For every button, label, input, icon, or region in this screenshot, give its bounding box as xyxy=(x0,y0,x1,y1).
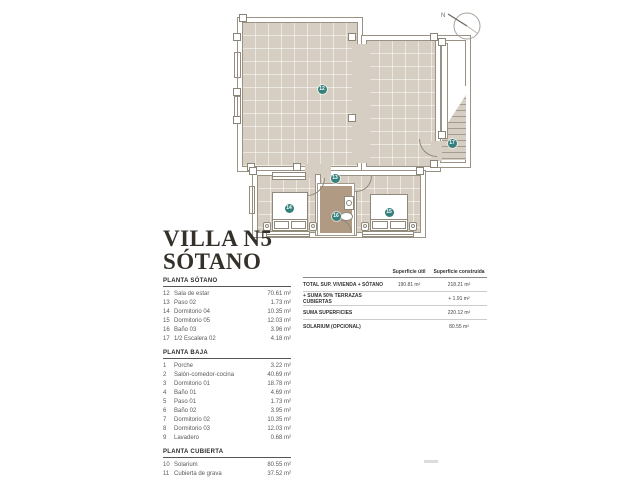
room-area: 12.03 m² xyxy=(267,317,291,324)
room-area: 4.18 m² xyxy=(270,335,291,342)
wall-pillar xyxy=(249,167,257,175)
room-name: Baño 03 xyxy=(174,326,197,333)
summary-built: + 1.91 m² xyxy=(448,295,470,302)
room-name: Dormitorio 03 xyxy=(174,425,211,432)
summary-row xyxy=(303,278,487,292)
area-row xyxy=(163,424,291,433)
wall-pillar xyxy=(430,160,438,168)
summary-label: SOLARIUM (OPCIONAL) xyxy=(303,323,361,330)
room-number: 2 xyxy=(163,371,167,378)
summary-header-row xyxy=(303,266,487,278)
room-marker: 15 xyxy=(386,208,392,215)
room-area: 80.55 m² xyxy=(267,461,291,468)
room-area: 40.69 m² xyxy=(267,371,291,378)
room-number: 11 xyxy=(163,470,170,477)
room-marker: 12 xyxy=(319,85,325,92)
room-area: 12.03 m² xyxy=(267,425,291,432)
room-area: 3.22 m² xyxy=(270,362,291,369)
area-row xyxy=(163,379,291,388)
room-name: 1/2 Escalera 02 xyxy=(174,335,216,342)
room-number: 14 xyxy=(163,308,170,315)
window-bedroom04-side xyxy=(249,186,255,214)
bed-line xyxy=(272,219,308,220)
room-number: 15 xyxy=(163,317,170,324)
room-name: Sala de estar xyxy=(174,290,210,297)
compass-icon xyxy=(436,5,486,45)
bed-line xyxy=(370,219,408,220)
wall-pillar xyxy=(233,88,241,96)
pillow xyxy=(372,221,388,229)
room-area: 3.95 m² xyxy=(270,407,291,414)
room-area: 10.35 m² xyxy=(267,308,291,315)
room-name: Cubierta de grava xyxy=(174,470,222,477)
compass-needle-south xyxy=(467,26,477,33)
room-number: 16 xyxy=(163,326,170,333)
area-row xyxy=(163,298,291,307)
area-row xyxy=(163,325,291,334)
summary-label: + SUMA 50% TERRAZAS CUBIERTAS xyxy=(303,292,362,305)
wall-pillar xyxy=(416,167,424,175)
section-header: PLANTA SÓTANO xyxy=(163,276,291,287)
plan-section xyxy=(163,276,291,343)
summary-col-built: Superficie construida xyxy=(433,269,485,275)
section-header: PLANTA CUBIERTA xyxy=(163,447,291,458)
summary-built: 218.21 m² xyxy=(447,281,471,288)
area-row xyxy=(163,415,291,424)
window-bedroom05-bottom xyxy=(362,231,414,237)
area-row xyxy=(163,316,291,325)
room-number: 17 xyxy=(163,335,170,342)
room-number: 8 xyxy=(163,425,167,432)
room-name: Dormitorio 02 xyxy=(174,416,211,423)
room-number: 12 xyxy=(163,290,170,297)
plan-section xyxy=(163,348,291,442)
area-row xyxy=(163,469,291,478)
area-row xyxy=(163,388,291,397)
room-number: 13 xyxy=(163,299,170,306)
toilet xyxy=(340,212,353,221)
wardrobe xyxy=(272,172,306,180)
stair-inner-wall xyxy=(442,44,447,138)
wall-pillar xyxy=(239,14,247,22)
room-name: Dormitorio 05 xyxy=(174,317,211,324)
room-name: Paso 01 xyxy=(174,398,197,405)
summary-row xyxy=(303,292,487,306)
room-number: 5 xyxy=(163,398,167,405)
area-tables xyxy=(163,276,291,483)
wall-pillar xyxy=(233,116,241,124)
pillow xyxy=(274,221,289,229)
wall-pillar xyxy=(348,114,356,122)
nightstand-lamp xyxy=(411,224,415,228)
room-marker: 17 xyxy=(449,139,455,146)
area-row xyxy=(163,406,291,415)
room-name: Lavadero xyxy=(174,434,200,441)
room-name: Salón-comedor-cocina xyxy=(174,371,235,378)
room-name: Baño 02 xyxy=(174,407,197,414)
room-area: 3.96 m² xyxy=(270,326,291,333)
summary-built: 220.12 m² xyxy=(447,309,471,316)
area-row xyxy=(163,289,291,298)
nightstand-lamp xyxy=(311,224,315,228)
room-area: 4.69 m² xyxy=(270,389,291,396)
room-name: Dormitorio 04 xyxy=(174,308,211,315)
title-line-2: SÓTANO xyxy=(163,249,262,274)
room-name: Porche xyxy=(174,362,194,369)
area-row xyxy=(163,370,291,379)
summary-label: TOTAL SUP. VIVIENDA + SÓTANO xyxy=(303,281,384,288)
room-name: Paso 02 xyxy=(174,299,197,306)
room-marker: 14 xyxy=(286,204,292,211)
area-row xyxy=(163,361,291,370)
room-area: 37.52 m² xyxy=(267,470,291,477)
room-number: 7 xyxy=(163,416,167,423)
room-number: 6 xyxy=(163,407,167,414)
section-header: PLANTA BAJA xyxy=(163,348,291,359)
compass-n-label: N xyxy=(441,13,446,19)
room-name: Baño 01 xyxy=(174,389,197,396)
area-row xyxy=(163,460,291,469)
page-title xyxy=(163,227,272,273)
room-area: 10.35 m² xyxy=(267,416,291,423)
plan-section xyxy=(163,447,291,478)
room-number: 4 xyxy=(163,389,167,396)
room-area: 70.61 m² xyxy=(267,290,291,297)
summary-built: 80.55 m² xyxy=(449,323,469,330)
room-number: 10 xyxy=(163,461,170,468)
room-number: 3 xyxy=(163,380,167,387)
room-marker: 13 xyxy=(332,174,338,181)
room-name: Solarium xyxy=(174,461,198,468)
wall-pillar xyxy=(438,131,446,139)
title-line-1: VILLA N5 xyxy=(163,226,273,251)
window-bedroom04-bottom xyxy=(266,231,310,237)
summary-table xyxy=(303,266,487,333)
room-number: 1 xyxy=(163,362,167,369)
area-row xyxy=(163,433,291,442)
summary-row xyxy=(303,306,487,320)
wall-pillar xyxy=(233,33,241,41)
pillow xyxy=(291,221,306,229)
compass xyxy=(436,5,486,50)
room-area: 18.78 m² xyxy=(267,380,291,387)
summary-rows xyxy=(303,278,487,333)
summary-header-spacer xyxy=(303,269,387,275)
room-marker: 16 xyxy=(333,212,339,219)
area-row xyxy=(163,397,291,406)
footer-mark xyxy=(424,460,438,463)
window-left-1 xyxy=(234,52,241,78)
living-room-floor-left xyxy=(238,18,362,171)
nightstand-lamp xyxy=(363,224,367,228)
pillow xyxy=(390,221,406,229)
living-room-merge xyxy=(352,44,370,163)
room-number: 9 xyxy=(163,434,167,441)
room-area: 1.73 m² xyxy=(270,299,291,306)
summary-util: 190.81 m² xyxy=(397,281,421,288)
room-area: 0.68 m² xyxy=(270,434,291,441)
summary-col-util: Superficie útil xyxy=(392,269,426,275)
bathroom-sink-bowl xyxy=(346,200,352,206)
wall-pillar xyxy=(348,33,356,41)
summary-label: SUMA SUPERFICIES xyxy=(303,309,353,316)
summary-row xyxy=(303,320,487,333)
compass-needle-north xyxy=(448,14,467,26)
room-area: 1.73 m² xyxy=(270,398,291,405)
area-row xyxy=(163,334,291,343)
area-row xyxy=(163,307,291,316)
room-name: Dormitorio 01 xyxy=(174,380,211,387)
wall-pillar xyxy=(293,163,301,171)
